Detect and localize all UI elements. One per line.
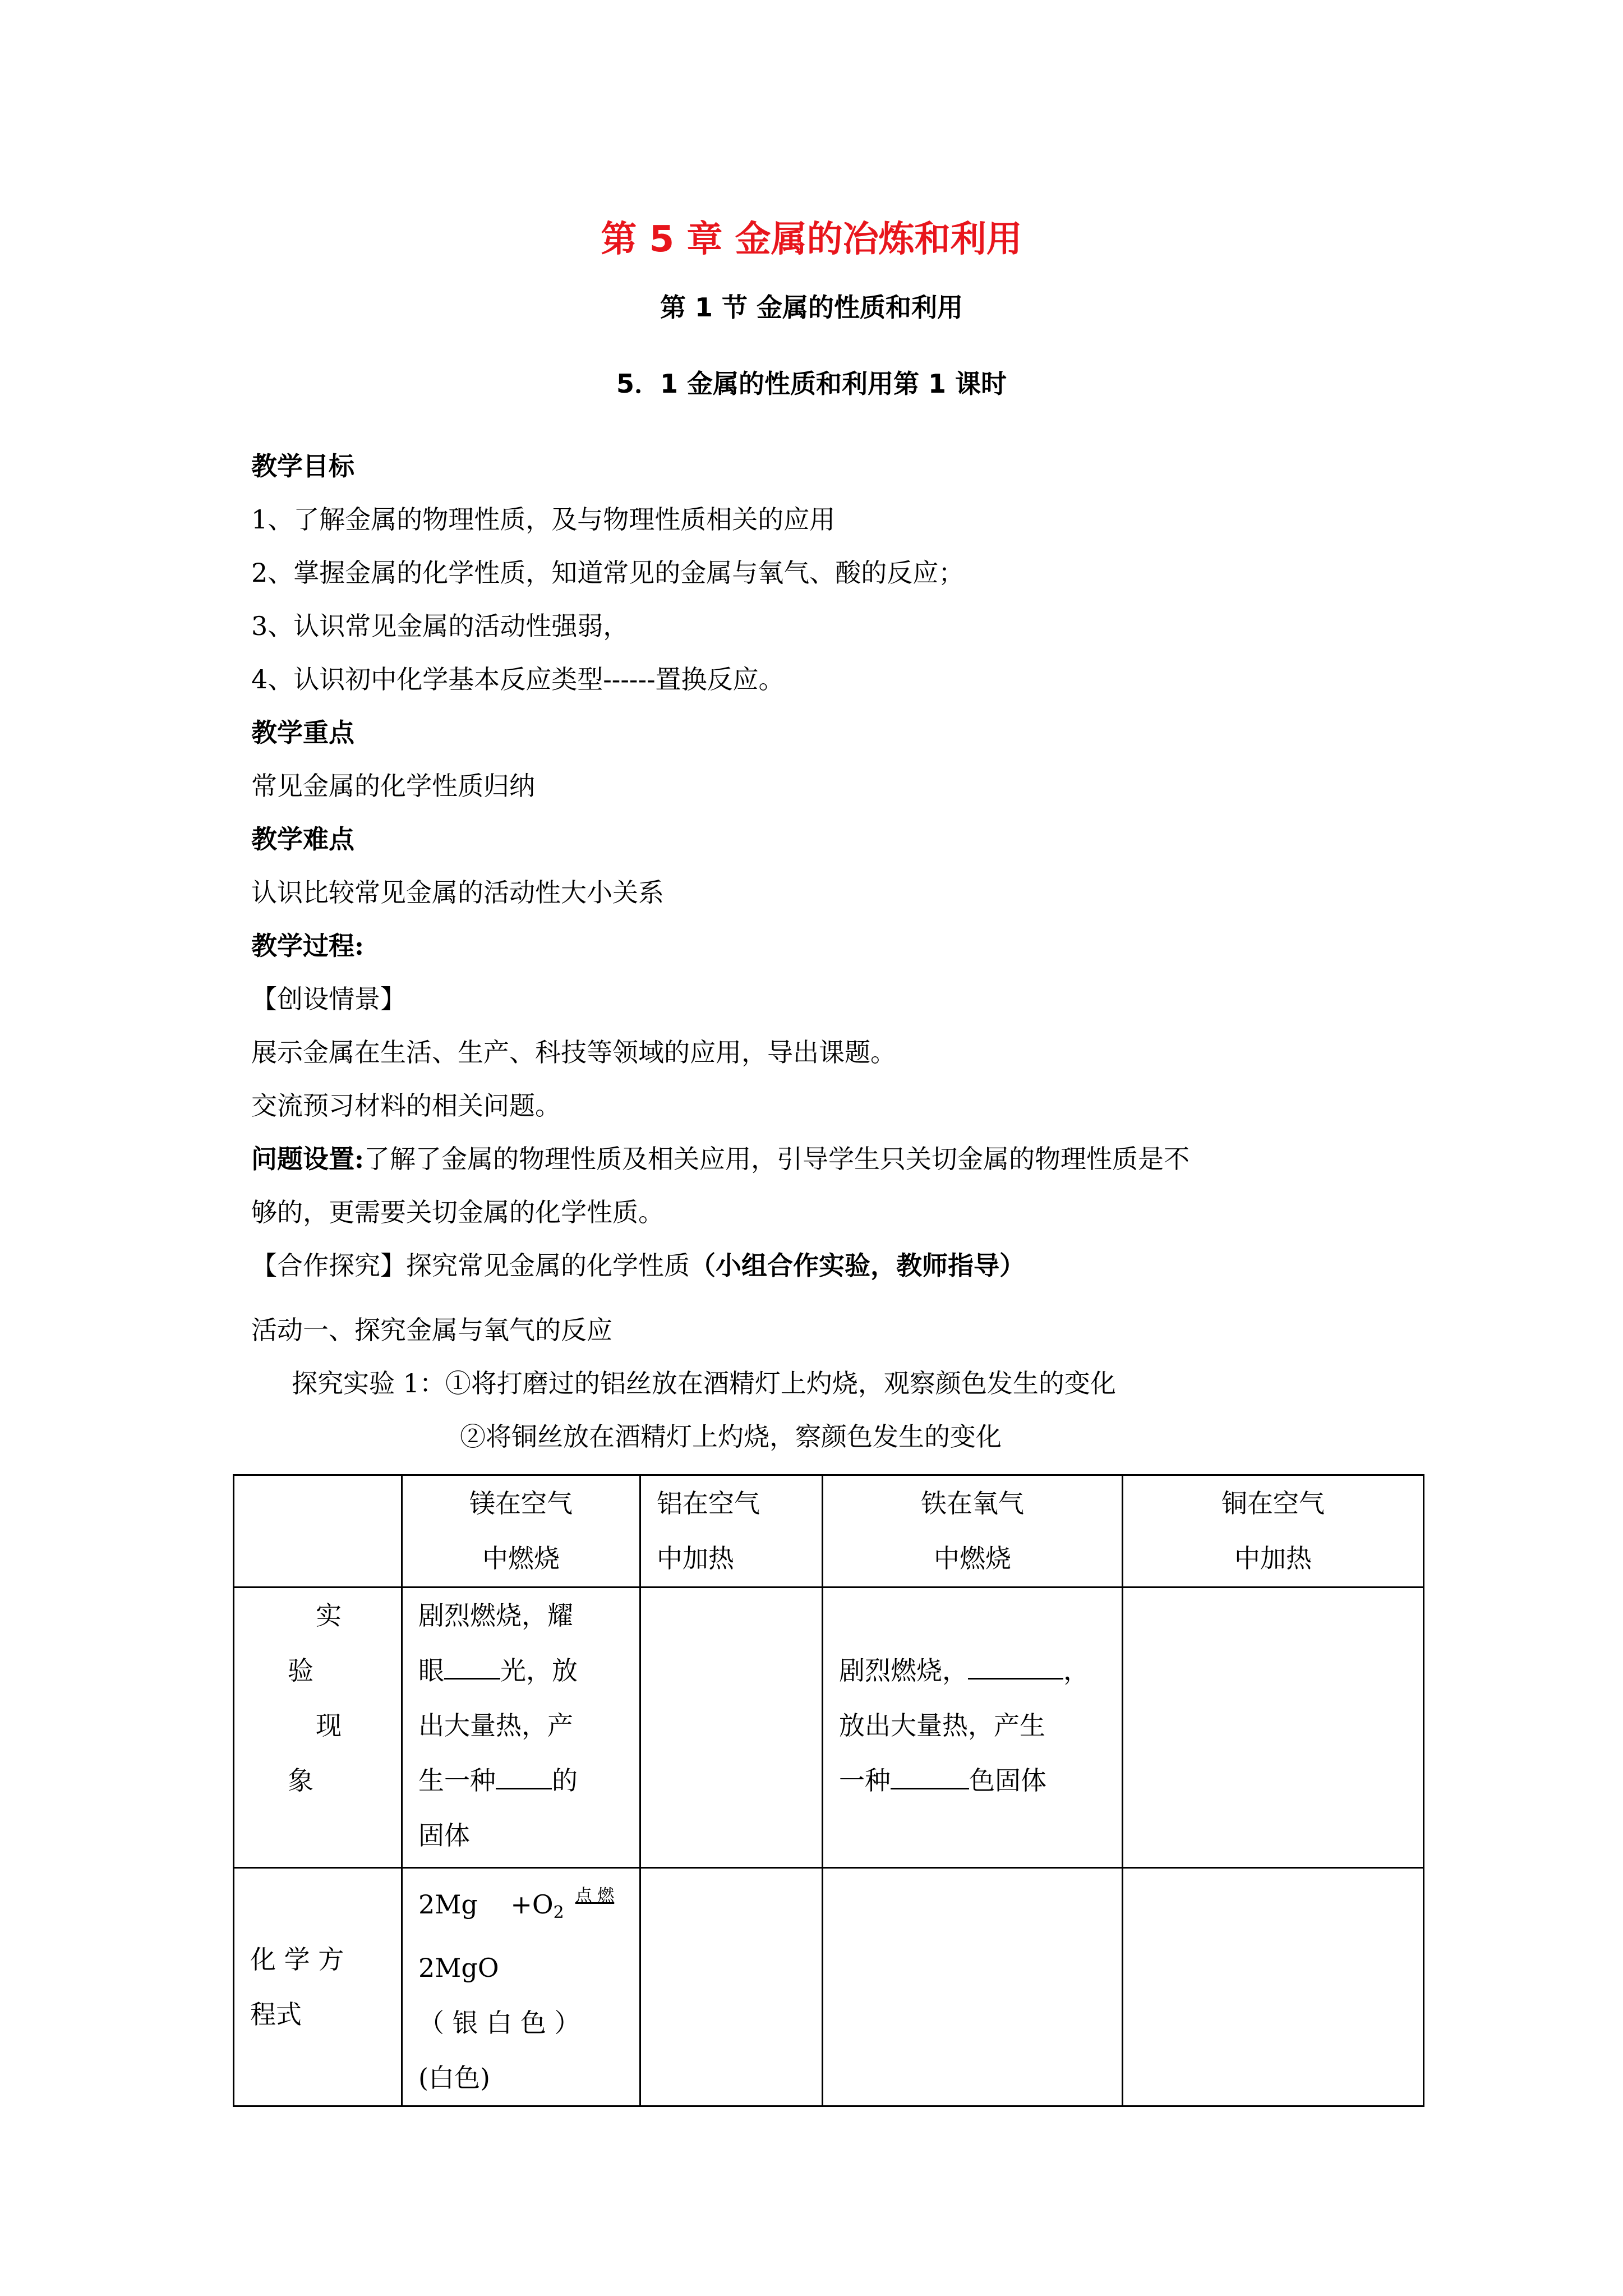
goal-item: 3、认识常见金属的活动性强弱， [251,611,629,641]
header-cu: 铜在空气 中加热 [1123,1475,1424,1588]
row-label-observation: 实 验 现 象 [234,1588,402,1868]
al-observation [640,1588,823,1868]
experiment-line: ②将铜丝放在酒精灯上灼烧，察颜色发生的变化 [460,1421,1002,1452]
al-equation [640,1868,823,2106]
scene-line: 展示金属在生活、生产、科技等领域的应用，导出课题。 [251,1037,896,1068]
chapter-title: 第 5 章 金属的冶炼和利用 [601,219,1022,260]
experiment-line: 探究实验 1：①将打磨过的铝丝放在酒精灯上灼烧，观察颜色发生的变化 [292,1368,1116,1398]
fill-blank[interactable] [444,1655,500,1680]
coop-text: 探究常见金属的化学性质 [406,1250,690,1281]
difficulty-heading: 教学难点 [251,824,354,854]
table-cell-empty [234,1475,402,1588]
goal-item: 2、掌握金属的化学性质，知道常见的金属与氧气、酸的反应； [251,558,965,588]
question-label: 问题设置: [251,1144,364,1174]
cu-equation [1123,1868,1424,2106]
fill-blank[interactable] [496,1765,552,1789]
table-header-row [234,1475,1424,1588]
question-line2: 够的，更需要关切金属的化学性质。 [251,1197,664,1227]
mg-observation: 剧烈燃烧，耀 眼 光，放 出大量热，产 生一种 的 固体 [402,1588,640,1868]
coop-label: 【合作探究】 [251,1250,406,1281]
cu-observation [1123,1588,1424,1868]
scene-line: 交流预习材料的相关问题。 [251,1091,561,1121]
difficulty-text: 认识比较常见金属的活动性大小关系 [251,877,664,908]
key-point-heading: 教学重点 [251,717,354,748]
mg-equation: 2Mg $+O_2^{点 燃}$ 2MgO （ 银 白 色 ） (白色) [402,1868,640,2106]
fe-observation: 剧烈燃烧， ， 放出大量热，产生 一种 色固体 [823,1588,1123,1868]
question-paragraph [251,1139,1189,1176]
question-text: 了解了金属的物理性质及相关应用，引导学生只关切金属的物理性质是不 [363,1144,1189,1174]
row-label-equation: 化 学 方 程式 [234,1868,402,2106]
fill-blank[interactable] [891,1765,969,1789]
process-heading: 教学过程: [251,931,364,961]
coop-bold: （小组合作实验，教师指导） [690,1250,1025,1281]
header-fe: 铁在氧气 中燃烧 [823,1475,1123,1588]
goal-item: 4、认识初中化学基本反应类型------置换反应。 [251,664,785,694]
lesson-title: 5．1 金属的性质和利用第 1 课时 [616,369,1007,399]
activity-title: 活动一、探究金属与氧气的反应 [251,1315,612,1345]
goal-item: 1、了解金属的物理性质，及与物理性质相关的应用 [251,504,836,535]
goals-heading: 教学目标 [251,451,354,481]
fill-blank[interactable] [968,1655,1063,1680]
section-title: 第 1 节 金属的性质和利用 [660,292,963,323]
scene-label: 【创设情景】 [251,984,406,1014]
header-mg: 镁在空气 中燃烧 [402,1475,640,1588]
key-point-text: 常见金属的化学性质归纳 [251,771,535,801]
table-row-equation [234,1868,1424,2106]
fe-equation [823,1868,1123,2106]
header-al: 铝在空气 中加热 [640,1475,823,1588]
coop-paragraph [251,1245,1025,1282]
experiment-table [233,1474,1424,2107]
table-row-observation [234,1588,1424,1868]
